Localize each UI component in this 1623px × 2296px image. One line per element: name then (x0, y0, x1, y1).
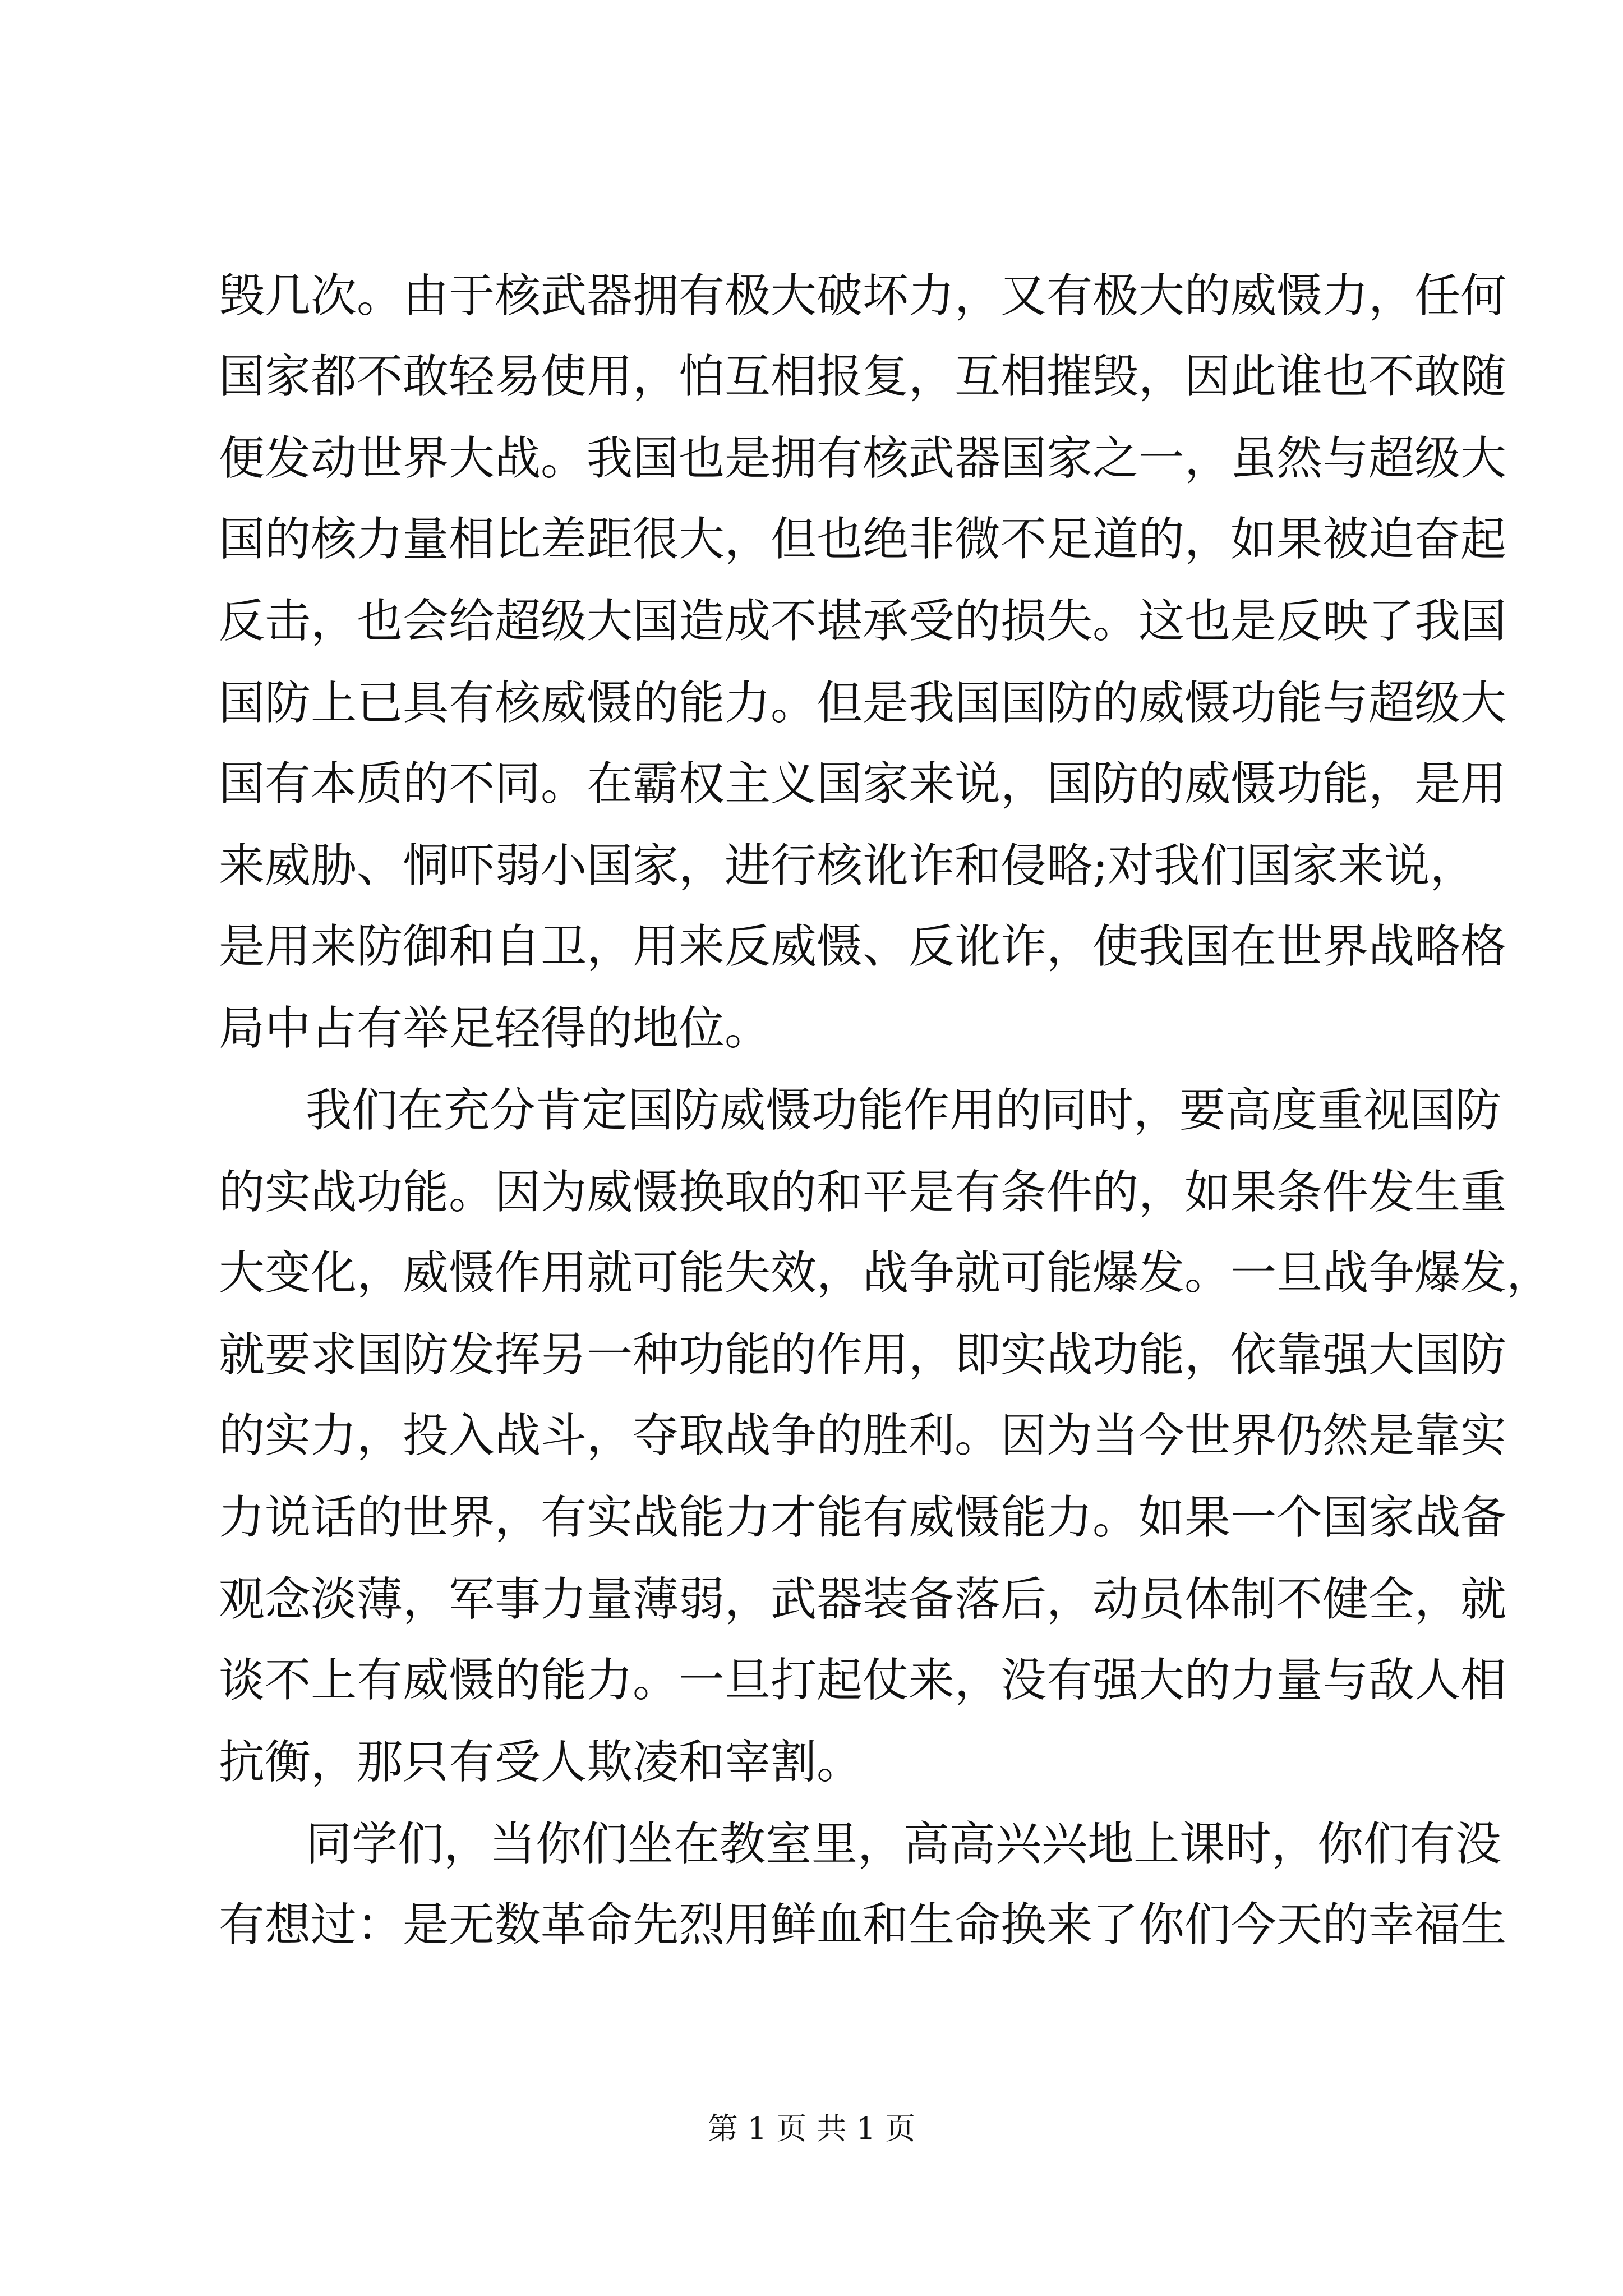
text-line-content: 反击，也会给超级大国造成不堪承受的损失。这也是反映了我国 (219, 595, 1507, 648)
text-line (0, 742, 1623, 826)
text-line (0, 661, 1623, 746)
text-line-content: 力说话的世界，有实战能力才能有威慑能力。如果一个国家战备 (219, 1491, 1507, 1544)
text-line (0, 254, 1623, 338)
text-line (0, 1558, 1623, 1642)
text-line-content: 有想过：是无数革命先烈用鲜血和生命换来了你们今天的幸福生 (219, 1898, 1507, 1952)
text-line (0, 987, 1623, 1071)
text-line (0, 1069, 1623, 1153)
text-line (0, 417, 1623, 501)
text-line (0, 1883, 1623, 1967)
text-line-content: 国家都不敢轻易使用，怕互相报复，互相摧毁，因此谁也不敢随 (219, 350, 1507, 403)
text-line-content: 来威胁、恫吓弱小国家，进行核讹诈和侵略;对我们国家来说， (219, 839, 1476, 892)
text-line (0, 1476, 1623, 1560)
text-line (0, 1720, 1623, 1805)
text-line-content: 是用来防御和自卫，用来反威慑、反讹诈，使我国在世界战略格 (219, 920, 1507, 973)
text-line (0, 1151, 1623, 1235)
text-line (0, 1394, 1623, 1478)
text-line (0, 335, 1623, 419)
text-line-content: 局中占有举足轻得的地位。 (219, 1002, 771, 1055)
text-line-content: 同学们，当你们坐在教室里，高高兴兴地上课时，你们有没 (306, 1818, 1502, 1871)
text-line-content: 的实战功能。因为威慑换取的和平是有条件的，如果条件发生重 (219, 1166, 1507, 1219)
text-line-content: 国有本质的不同。在霸权主义国家来说，国防的威慑功能，是用 (219, 757, 1507, 811)
text-line (0, 905, 1623, 989)
text-line (0, 1231, 1623, 1315)
text-line (0, 579, 1623, 664)
text-line-content: 大变化，威慑作用就可能失效，战争就可能爆发。一旦战争爆发， (219, 1246, 1553, 1300)
text-line-content: 国防上已具有核威慑的能力。但是我国国防的威慑功能与超级大 (219, 677, 1507, 730)
text-line (0, 1639, 1623, 1723)
text-line-content: 抗衡，那只有受人欺凌和宰割。 (219, 1736, 863, 1789)
text-line-content: 我们在充分肯定国防威慑功能作用的同时，要高度重视国防 (306, 1084, 1502, 1137)
text-line (0, 1313, 1623, 1397)
text-line-content: 国的核力量相比差距很大，但也绝非微不足道的，如果被迫奋起 (219, 513, 1507, 566)
text-line (0, 498, 1623, 582)
text-line (0, 824, 1623, 908)
text-line-content: 观念淡薄，军事力量薄弱，武器装备落后，动员体制不健全，就 (219, 1573, 1507, 1626)
text-line-content: 的实力，投入战斗，夺取战争的胜利。因为当今世界仍然是靠实 (219, 1409, 1507, 1462)
page-footer: 第 1 页 共 1 页 (707, 2111, 916, 2146)
text-line-content: 毁几次。由于核武器拥有极大破坏力，又有极大的威慑力，任何 (219, 269, 1507, 323)
text-line-content: 谈不上有威慑的能力。一旦打起仗来，没有强大的力量与敌人相 (219, 1654, 1507, 1707)
text-line (0, 1802, 1623, 1887)
text-line-content: 就要求国防发挥另一种功能的作用，即实战功能，依靠强大国防 (219, 1328, 1507, 1382)
text-line-content: 便发动世界大战。我国也是拥有核武器国家之一，虽然与超级大 (219, 432, 1507, 485)
